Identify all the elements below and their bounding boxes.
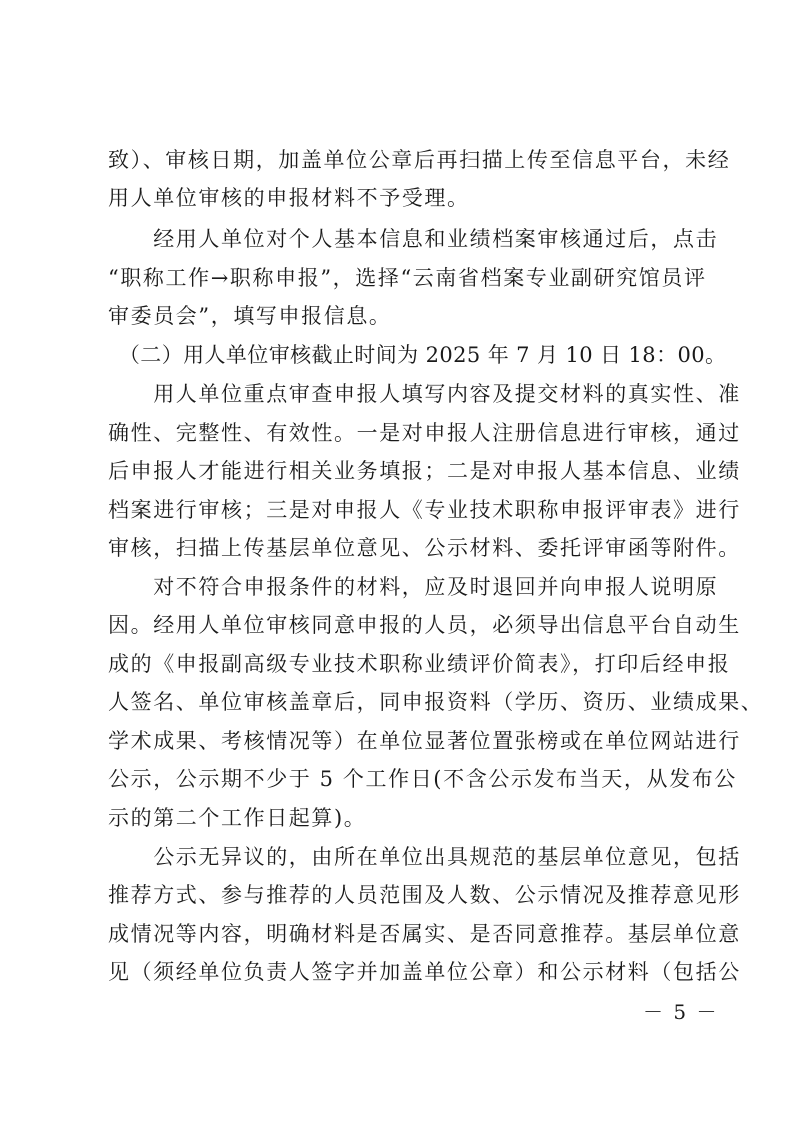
body-text-line: 公示无异议的，由所在单位出具规范的基层单位意见，包括 <box>108 845 741 869</box>
body-text-line: 审委员会”，填写申报信息。 <box>108 304 392 328</box>
body-text-line: 档案进行审核；三是对申报人《专业技术职称申报评审表》进行 <box>108 498 741 522</box>
body-text-line: 见（须经单位负责人签字并加盖单位公章）和公示材料（包括公 <box>108 960 741 984</box>
body-text-line: 推荐方式、参与推荐的人员范围及人数、公示情况及推荐意见形 <box>108 883 741 907</box>
body-text-line: 用人单位重点审查申报人填写内容及提交材料的真实性、准 <box>108 382 741 406</box>
body-text-line: 成的《申报副高级专业技术职称业绩评价简表》，打印后经申报 <box>108 652 731 676</box>
body-text-line: 因。经用人单位审核同意申报的人员，必须导出信息平台自动生 <box>108 613 741 637</box>
body-text-line: 示的第二个工作日起算)。 <box>108 806 367 830</box>
body-text-line: 致）、审核日期，加盖单位公章后再扫描上传至信息平台，未经 <box>108 148 731 172</box>
body-text-line: 后申报人才能进行相关业务填报；二是对申报人基本信息、业绩 <box>108 459 741 483</box>
body-text-line: 用人单位审核的申报材料不予受理。 <box>108 186 470 210</box>
body-text-line: 人签名、单位审核盖章后，同申报资料（学历、资历、业绩成果、 <box>108 690 764 714</box>
body-text-line: 公示，公示期不少于 5 个工作日(不含公示发布当天，从发布公 <box>108 767 737 791</box>
body-text-line: “职称工作→职称申报”，选择“云南省档案专业副研究馆员评 <box>108 266 707 290</box>
body-text-line: 确性、完整性、有效性。一是对申报人注册信息进行审核，通过 <box>108 421 741 445</box>
section-heading: （二）用人单位审核截止时间为 2025 年 7 月 10 日 18：00。 <box>108 343 727 367</box>
page-number: － 5 － <box>643 1000 719 1024</box>
body-text-line: 对不符合申报条件的材料，应及时退回并向申报人说明原 <box>108 575 719 599</box>
body-text-line: 经用人单位对个人基本信息和业绩档案审核通过后，点击 <box>108 227 719 251</box>
body-text-line: 审核，扫描上传基层单位意见、公示材料、委托评审函等附件。 <box>108 536 741 560</box>
body-text-line: 学术成果、考核情况等）在单位显著位置张榜或在单位网站进行 <box>108 729 741 753</box>
body-text-line: 成情况等内容，明确材料是否属实、是否同意推荐。基层单位意 <box>108 922 741 946</box>
